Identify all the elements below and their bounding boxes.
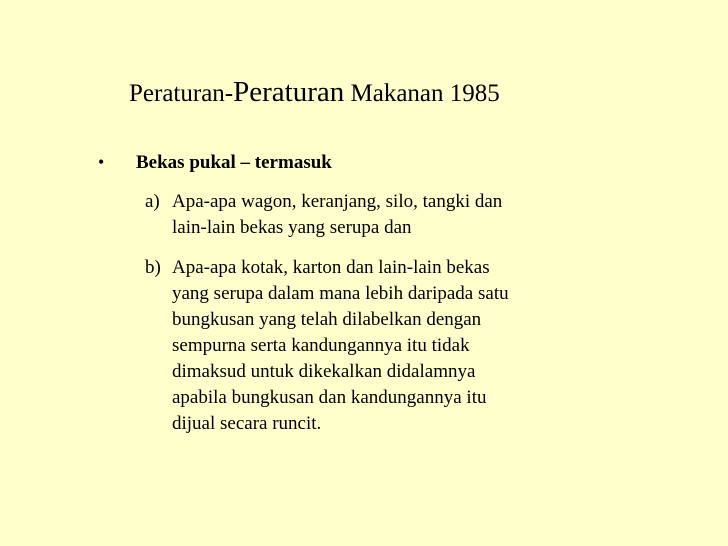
list-item-a [145, 189, 502, 241]
list-item-marker: b) [145, 257, 161, 278]
title-part-2: Peraturan [233, 76, 345, 108]
list-item-b [145, 255, 509, 437]
list-item-text [172, 255, 509, 437]
text-line: yang serupa dalam mana lebih daripada satu [172, 283, 509, 304]
text-line: dimaksud untuk dikekalkan didalamnya [172, 361, 476, 382]
list-item-text [172, 189, 502, 241]
text-line: dijual secara runcit. [172, 413, 322, 434]
text-line: Apa-apa kotak, karton dan lain-lain bekas [172, 257, 490, 278]
text-line: bungkusan yang telah dilabelkan dengan [172, 309, 482, 330]
text-line: lain-lain bekas yang serupa dan [172, 217, 412, 238]
text-line: apabila bungkusan dan kandungannya itu [172, 387, 487, 408]
list-item-marker: a) [145, 191, 160, 212]
title-part-1: Peraturan- [129, 80, 234, 107]
text-line: sempurna serta kandungannya itu tidak [172, 335, 470, 356]
text-line: Apa-apa wagon, keranjang, silo, tangki dan [172, 191, 503, 212]
bullet-icon: • [98, 152, 105, 172]
title-part-3: Makanan 1985 [344, 80, 500, 107]
slide-title [129, 78, 500, 107]
bullet-heading: Bekas pukal – termasuk [136, 152, 332, 173]
